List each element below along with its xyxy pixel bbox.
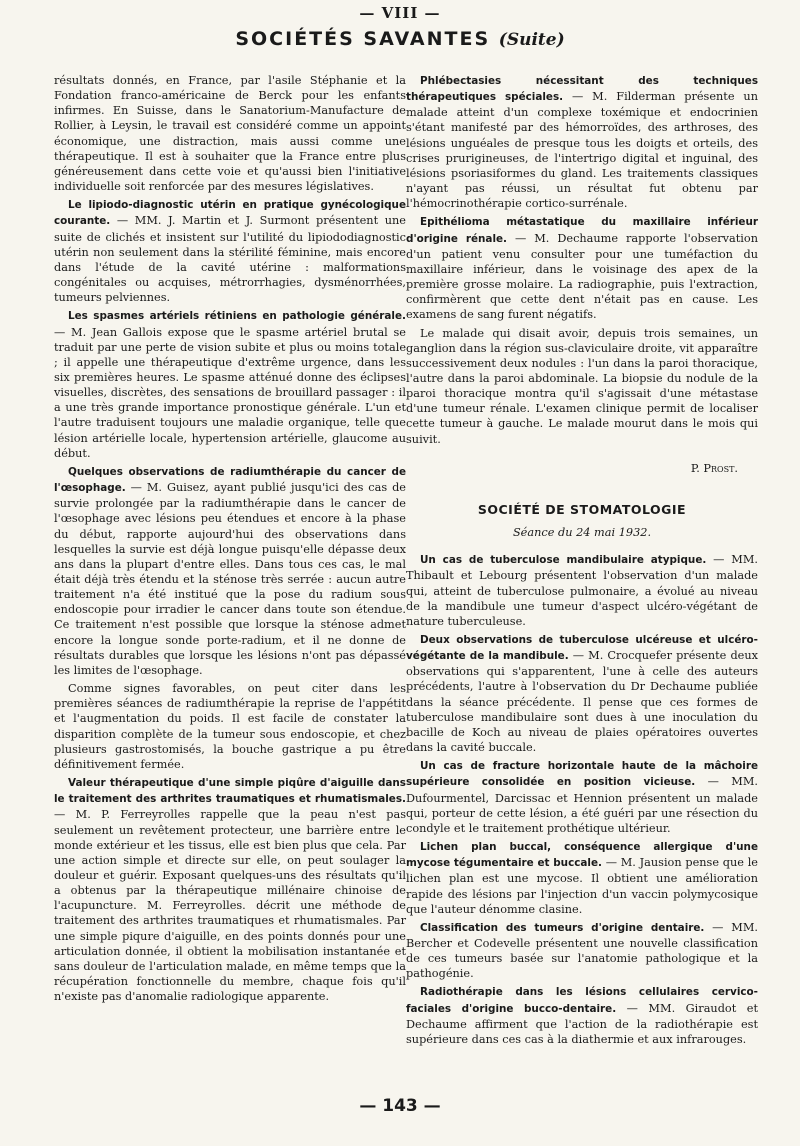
running-title: [0, 28, 800, 50]
paragraph-heading: Classification des tumeurs d'origine dentaire.: [420, 921, 705, 934]
paragraph: Un cas de fracture horizontale haute de la mâchoire supérieure consolidée en position vicieuse. — MM. Dufourmentel, Darcissac et Hennion présentent un malade qui, porteur de cette lésion, a été guéri par une résection du condyle et le traitement prothétique ultérieur.: [406, 760, 758, 835]
paragraph: résultats donnés, en France, par l'asile Stéphanie et la Fondation franco-américaine de Berck pour les enfants infirmes. En Suisse, dans le Sanatorium-Manufacture de Rollier, à Leysin, le travail est considéré comme un appoint économique, une distraction, mais aussi comme une thérapeutique. Il est à souhaiter que la France entre plus généreusement dans cette voie et qu'aussi bien l'initiative individuelle soit renforcée par des mesures législatives.: [54, 74, 406, 194]
title-suffix: (Suite): [498, 30, 565, 50]
right-column: [406, 73, 758, 1050]
paragraph: Classification des tumeurs d'origine dentaire. — MM. Bercher et Codevelle présentent une nouvelle classification de ces tumeurs basée sur l'anatomie pathologique et la pathogénie.: [406, 920, 758, 981]
signature: P. Prost.: [690, 461, 738, 475]
paragraph-heading: Lichen plan buccal, conséquence allergique d'une mycose tégumentaire et buccale.: [406, 841, 758, 870]
paragraph: Comme signes favorables, on peut citer dans les premières séances de radiumthérapie la reprise de l'appétit et l'augmentation du poids. Il est facile de constater la disparition complète de la tumeur sous endoscopie, et chez plusieurs gastrostomisés, la bouche gastrique a pu être définitivement fermée.: [54, 682, 406, 771]
paragraph-heading: Les spasmes artériels rétiniens en pathologie générale.: [68, 310, 406, 323]
paragraph: Un cas de tuberculose mandibulaire atypique. — MM. Thibault et Lebourg présentent l'observation d'un malade qui, atteint de tuberculose pulmonaire, a évolué au niveau de la mandibule une tumeur d'aspect ulcéro-végétant de nature tuberculeuse.: [406, 553, 758, 628]
paragraph-heading: Phlébectasies nécessitant des techniques thérapeutiques spéciales.: [406, 75, 758, 104]
paragraph-heading: Un cas de tuberculose mandibulaire atypique.: [420, 554, 707, 567]
section-title: SOCIÉTÉS SAVANTES: [235, 28, 491, 50]
paragraph: Les spasmes artériels rétiniens en pathologie générale. — M. Jean Gallois expose que le spasme artériel brutal se traduit par une perte de vision subite et plus ou moins totale ; il appelle une thérapeutique d'extrême urgence, dans les six premières heures. Le spasme atténué donne des éclipses visuelles, discrètes, des sensations de brouillard passager : il a une très grande importance pronostique générale. L'un et l'autre traduisent toujours une maladie organique, telle que lésion artérielle locale, hypertension artérielle, glaucome au début.: [54, 310, 406, 460]
paragraph: Lichen plan buccal, conséquence allergique d'une mycose tégumentaire et buccale. — M. Jausion pense que le lichen plan est une mycose. Il obtient une amélioration rapide des lésions par l'injection d'un vaccin polymycosique que l'auteur dénomme clasine.: [406, 841, 758, 916]
paragraph: Le malade qui disait avoir, depuis trois semaines, un ganglion dans la région sus-claviculaire droite, vit apparaître successivement deux nodules : l'un dans la paroi thoracique, l'autre dans la paroi abdominale. La biopsie du nodule de la paroi thoracique montra qu'il s'agissait d'une métastase d'une tumeur rénale. L'examen clinique permit de localiser cette tumeur à gauche. Le malade mourut dans le mois qui suivit.: [406, 326, 758, 446]
paragraph: Valeur thérapeutique d'une simple piqûre d'aiguille dans le traitement des arthrites traumatiques et rhumatismales. — M. P. Ferreyrolles rappelle que la peau n'est pas seulement un revêtement protecteur, une barrière entre le monde extérieur et les tissus, elle est bien plus que cela. Par une action simple et directe sur elle, on peut soulager la douleur et guérir. Exposant quelques-uns des résultats qu'il a obtenus par la thérapeutique millénaire chinoise de l'acupuncture. M. Ferreyrolles. décrit une méthode de traitement des arthrites traumatiques et rhumatismales. Par une simple piqure d'aiguille, en des points donnés pour une articulation donnée, il obtient la mobilisation instantanée et sans douleur de l'articulation malade, en même temps que la récupération fonctionnelle du membre, chaque fois qu'il n'existe pas d'anomalie radiologique apparente.: [54, 777, 406, 1004]
paragraph: Le lipiodo-diagnostic utérin en pratique gynécologique courante. — MM. J. Martin et J. Surmont présentent une suite de clichés et insistent sur l'utilité du lipiododiagnostic utérin non seulement dans la stérilité féminine, mais encore dans l'étude de la cavité utérine : malformations congénitales ou acquises, métrorrhagies, dysménorrhées, tumeurs pelviennes.: [54, 199, 406, 305]
seance-date: Séance du 24 mai 1932.: [512, 526, 652, 540]
paragraph-heading: Quelques observations de radiumthérapie du cancer de l'œsophage.: [54, 465, 406, 495]
paragraph-heading: Le lipiodo-diagnostic utérin en pratique gynécologique courante.: [54, 199, 406, 228]
paragraph-heading: Valeur thérapeutique d'une simple piqûre d'aiguille dans le traitement des arthrites traumatiques et rhumatismales.: [54, 777, 406, 806]
paragraph: Phlébectasies nécessitant des techniques thérapeutiques spéciales. — M. Filderman présente un malade atteint d'un complexe toxémique et endocrinien s'étant manifesté par des hémorroïdes, des arthroses, des lésions unguéales de presque tous les doigts et orteils, des crises prurigineuses, de l'intertrigo digital et inguinal, des lésions psoriasiformes du gland. Les traitements classiques n'ayant pas réussi, un résultat fut obtenu par l'hémocrinothérapie cortico-surrénale.: [406, 75, 758, 211]
paragraph: Radiothérapie dans les lésions cellulaires cervico-faciales d'origine bucco-dentaire. — MM. Giraudot et Dechaume affirment que l'action de la radiothérapie est supérieure dans ces cas à la diathermie et aux infrarouges.: [406, 986, 758, 1046]
roman-folio: — VIII —: [359, 4, 441, 22]
paragraph: Epithélioma métastatique du maxillaire inférieur d'origine rénale. — M. Dechaume rapporte l'observation d'un patient venu consulter pour une tuméfaction du maxillaire inférieur, dans le voisinage des apex de la première grosse molaire. La radiographie, puis l'extraction, confirmèrent que cette dent n'était pas en cause. Les examens de sang furent négatifs.: [406, 216, 758, 322]
paragraph-heading: Deux observations de tuberculose ulcéreuse et ulcéro-végétante de la mandibule.: [406, 634, 758, 663]
paragraph: Deux observations de tuberculose ulcéreuse et ulcéro-végétante de la mandibule. — M. Crocquefer présente deux observations qui s'apparentent, l'une à celle des auteurs précédents, l'autre à l'observation du Dr Dechaume publiée dans la séance précédente. Il pense que ces formes de tuberculose mandibulaire sont dues à une inoculation du bacille de Koch au niveau de plaies opératoires ouvertes dans la cavité buccale.: [406, 634, 759, 755]
paragraph-heading: Un cas de fracture horizontale haute de la mâchoire supérieure consolidée en position vicieuse.: [406, 760, 758, 789]
paragraph-heading: Epithélioma métastatique du maxillaire inférieur d'origine rénale.: [406, 216, 758, 245]
paragraph: Quelques observations de radiumthérapie du cancer de l'œsophage. — M. Guisez, ayant publié jusqu'ici des cas de survie prolongée par la radiumthérapie dans le cancer de l'œsophage avec lésions peu étendues et encore à la phase du début, rapporte aujourd'hui des observations dans lesquelles la survie est déjà longue puisqu'elle dépasse deux ans dans la plupart d'entre elles. Dans tous ces cas, le mal était déjà très étendu et la sténose très serrée : aucun autre traitement n'a été institué que la pose du radium sous endoscopie pour irradier le cancer dans toute son étendue. Ce traitement n'est possible que lorsque la sténose admet encore la longue sonde porte-radium, et il ne donne de résultats durables que lorsque les lésions n'ont pas dépassé les limites de l'œsophage.: [54, 465, 406, 677]
left-column: [54, 73, 406, 1007]
page-number: — 143 —: [359, 1096, 441, 1116]
society-title: SOCIÉTÉ DE STOMATOLOGIE: [477, 501, 687, 517]
paragraph-heading: Radiothérapie dans les lésions cellulaires cervico-faciales d'origine bucco-dentaire.: [406, 986, 758, 1015]
page-header: [0, 4, 800, 50]
